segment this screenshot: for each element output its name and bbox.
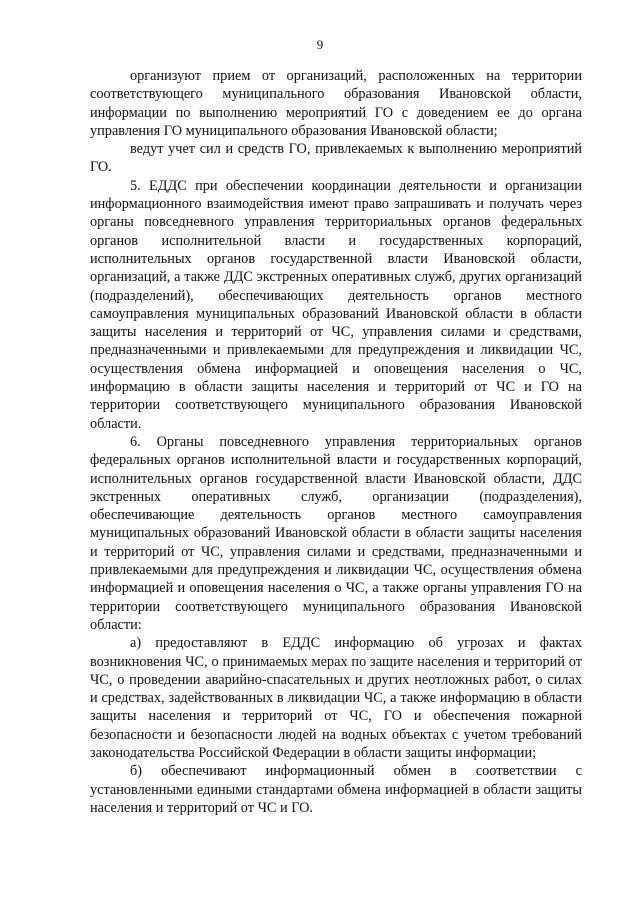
document-body: [90, 67, 582, 817]
paragraph-1: организуют прием от организаций, расположенных на территории соответствующего муниципального образования Ивановской области, информации по выполнению мероприятий ГО с доведением ее до органа управления ГО муниципального образования Ивановской области;: [90, 68, 582, 139]
paragraph-6: б) обеспечивают информационный обмен в соответствии с установленными едиными стандартами обмена информацией в области защиты населения и территорий от ЧС и ГО.: [90, 763, 582, 816]
paragraph-2: ведут учет сил и средств ГО, привлекаемых к выполнению мероприятий ГО.: [90, 141, 582, 176]
page-number: 9: [316, 37, 324, 52]
paragraph-5: а) предоставляют в ЕДДС информацию об угрозах и фактах возникновения ЧС, о принимаемых мерах по защите населения и территорий от ЧС, о проведении аварийно-спасательных и других неотложных работ, о силах и средствах, задействованных в ликвидации ЧС, а также информацию в области защиты населения и территорий от ЧС, ГО и обеспечения пожарной безопасности и безопасности людей на водных объектах с учетом требований законодательства Российской Федерации в области защиты информации;: [90, 635, 582, 761]
paragraph-4: 6. Органы повседневного управления территориальных органов федеральных органов исполнительной власти и государственных корпораций, исполнительных органов государственной власти Ивановской области, ДДС экстренных оперативных служб, организации (подразделения), обеспечивающие деятельность органов местного самоуправления муниципальных образований Ивановской области в области защиты населения и территорий от ЧС, управления силами и средствами, предназначенными и привлекаемыми для предупреждения и ликвидации ЧС, осуществления обмена информацией и оповещения населения о ЧС, а также органы управления ГО на территории соответствующего муниципального образования Ивановской области:: [90, 433, 582, 633]
paragraph-3: 5. ЕДДС при обеспечении координации деятельности и организации информационного взаимодействия имеют право запрашивать и получать через органы повседневного управления территориальных органов федеральных органов исполнительной власти и государственных корпораций, исполнительных органов государственной власти Ивановской области, организаций, а также ДДС экстренных оперативных служб, других организаций (подразделений), обеспечивающих деятельность органов местного самоуправления муниципальных образований Ивановской области в области защиты населения и территорий от ЧС, управления силами и средствами, предназначенными и привлекаемыми для предупреждения и ликвидации ЧС, осуществления обмена информацией и оповещения населения о ЧС, информацию в области защиты населения и территорий от ЧС и ГО на территории соответствующего муниципального образования Ивановской области.: [90, 177, 582, 432]
